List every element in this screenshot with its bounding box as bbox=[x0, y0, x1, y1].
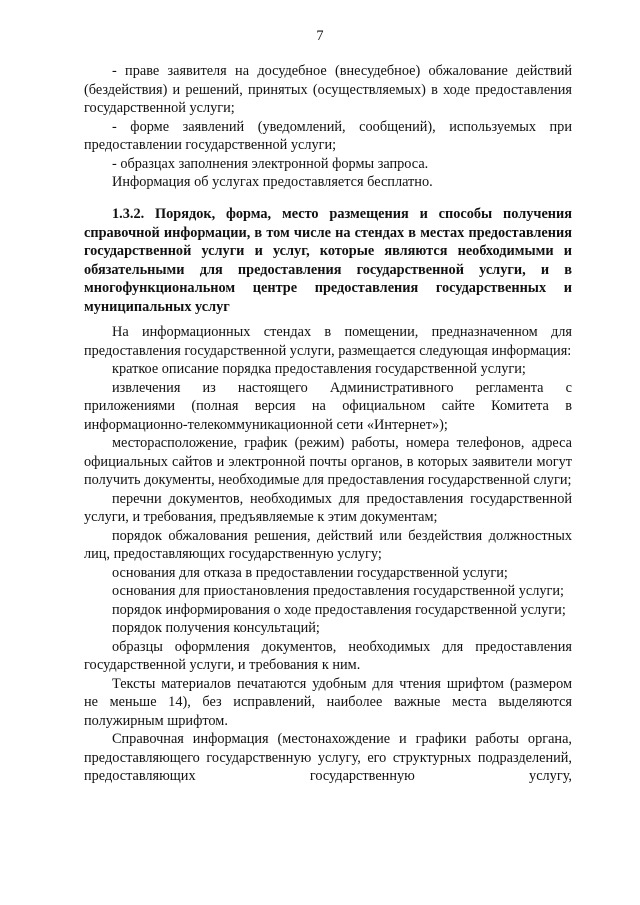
reference-paragraph: Справочная информация (местонахождение и графики работы органа, предоставляющего государственную услугу, его структурных подразделений, предоставляющих государственную услугу, bbox=[84, 731, 572, 784]
page-number: 7 bbox=[316, 28, 324, 44]
top-list bbox=[84, 62, 572, 192]
list-item: основания для приостановления предоставления государственной услуги; bbox=[112, 583, 565, 599]
intro-paragraph: На информационных стендах в помещении, предназначенном для предоставления государственной услуги, размещается следующая информация: bbox=[84, 324, 572, 359]
list-item: порядок обжалования решения, действий или бездействия должностных лиц, предоставляющих государственную услугу; bbox=[84, 527, 572, 562]
section-heading: 1.3.2. Порядок, форма, место размещения и способы получения справочной информации, в том числе на стендах в местах предоставления государственной услуги и услуг, которые являются необходимыми и обязательными для предоставления государственной услуги, и в многофункциональном центре предоставления государственных и муниципальных услуг bbox=[84, 206, 572, 315]
list-item: месторасположение, график (режим) работы, номера телефонов, адреса официальных сайтов и электронной почты органов, в которых заявители могут получить документы, необходимые для предоставления государственной слуги; bbox=[84, 435, 572, 488]
list-item: - форме заявлений (уведомлений, сообщений), используемых при предоставлении государственной услуги; bbox=[84, 118, 572, 153]
list-item: краткое описание порядка предоставления государственной услуги; bbox=[112, 361, 526, 377]
list-item: извлечения из настоящего Административного регламента с приложениями (полная версия на официальном сайте Комитета в информационно-телекоммуникационной сети «Интернет»); bbox=[84, 379, 572, 433]
list-item: порядок получения консультаций; bbox=[112, 620, 320, 636]
list-item: основания для отказа в предоставлении государственной услуги; bbox=[112, 564, 508, 581]
list-item: перечни документов, необходимых для предоставления государственной услуги, и требования, предъявляемые к этим документам; bbox=[84, 490, 572, 525]
list-item: - праве заявителя на досудебное (внесудебное) обжалование действий (бездействия) и решений, принятых (осуществляемых) в ходе предоставления государственной услуги; bbox=[84, 63, 572, 116]
free-note: Информация об услугах предоставляется бесплатно. bbox=[112, 174, 433, 190]
texts-paragraph: Тексты материалов печатаются удобным для чтения шрифтом (размером не меньше 14), без исправлений, наиболее важные места выделяются полужирным шрифтом. bbox=[84, 675, 572, 729]
list-item: - образцах заполнения электронной формы запроса. bbox=[112, 155, 429, 172]
list-item: образцы оформления документов, необходимых для предоставления государственной услуги, и требования к ним. bbox=[84, 638, 572, 673]
stand-info-section bbox=[84, 323, 572, 786]
list-item: порядок информирования о ходе предоставления государственной услуги; bbox=[112, 601, 566, 618]
